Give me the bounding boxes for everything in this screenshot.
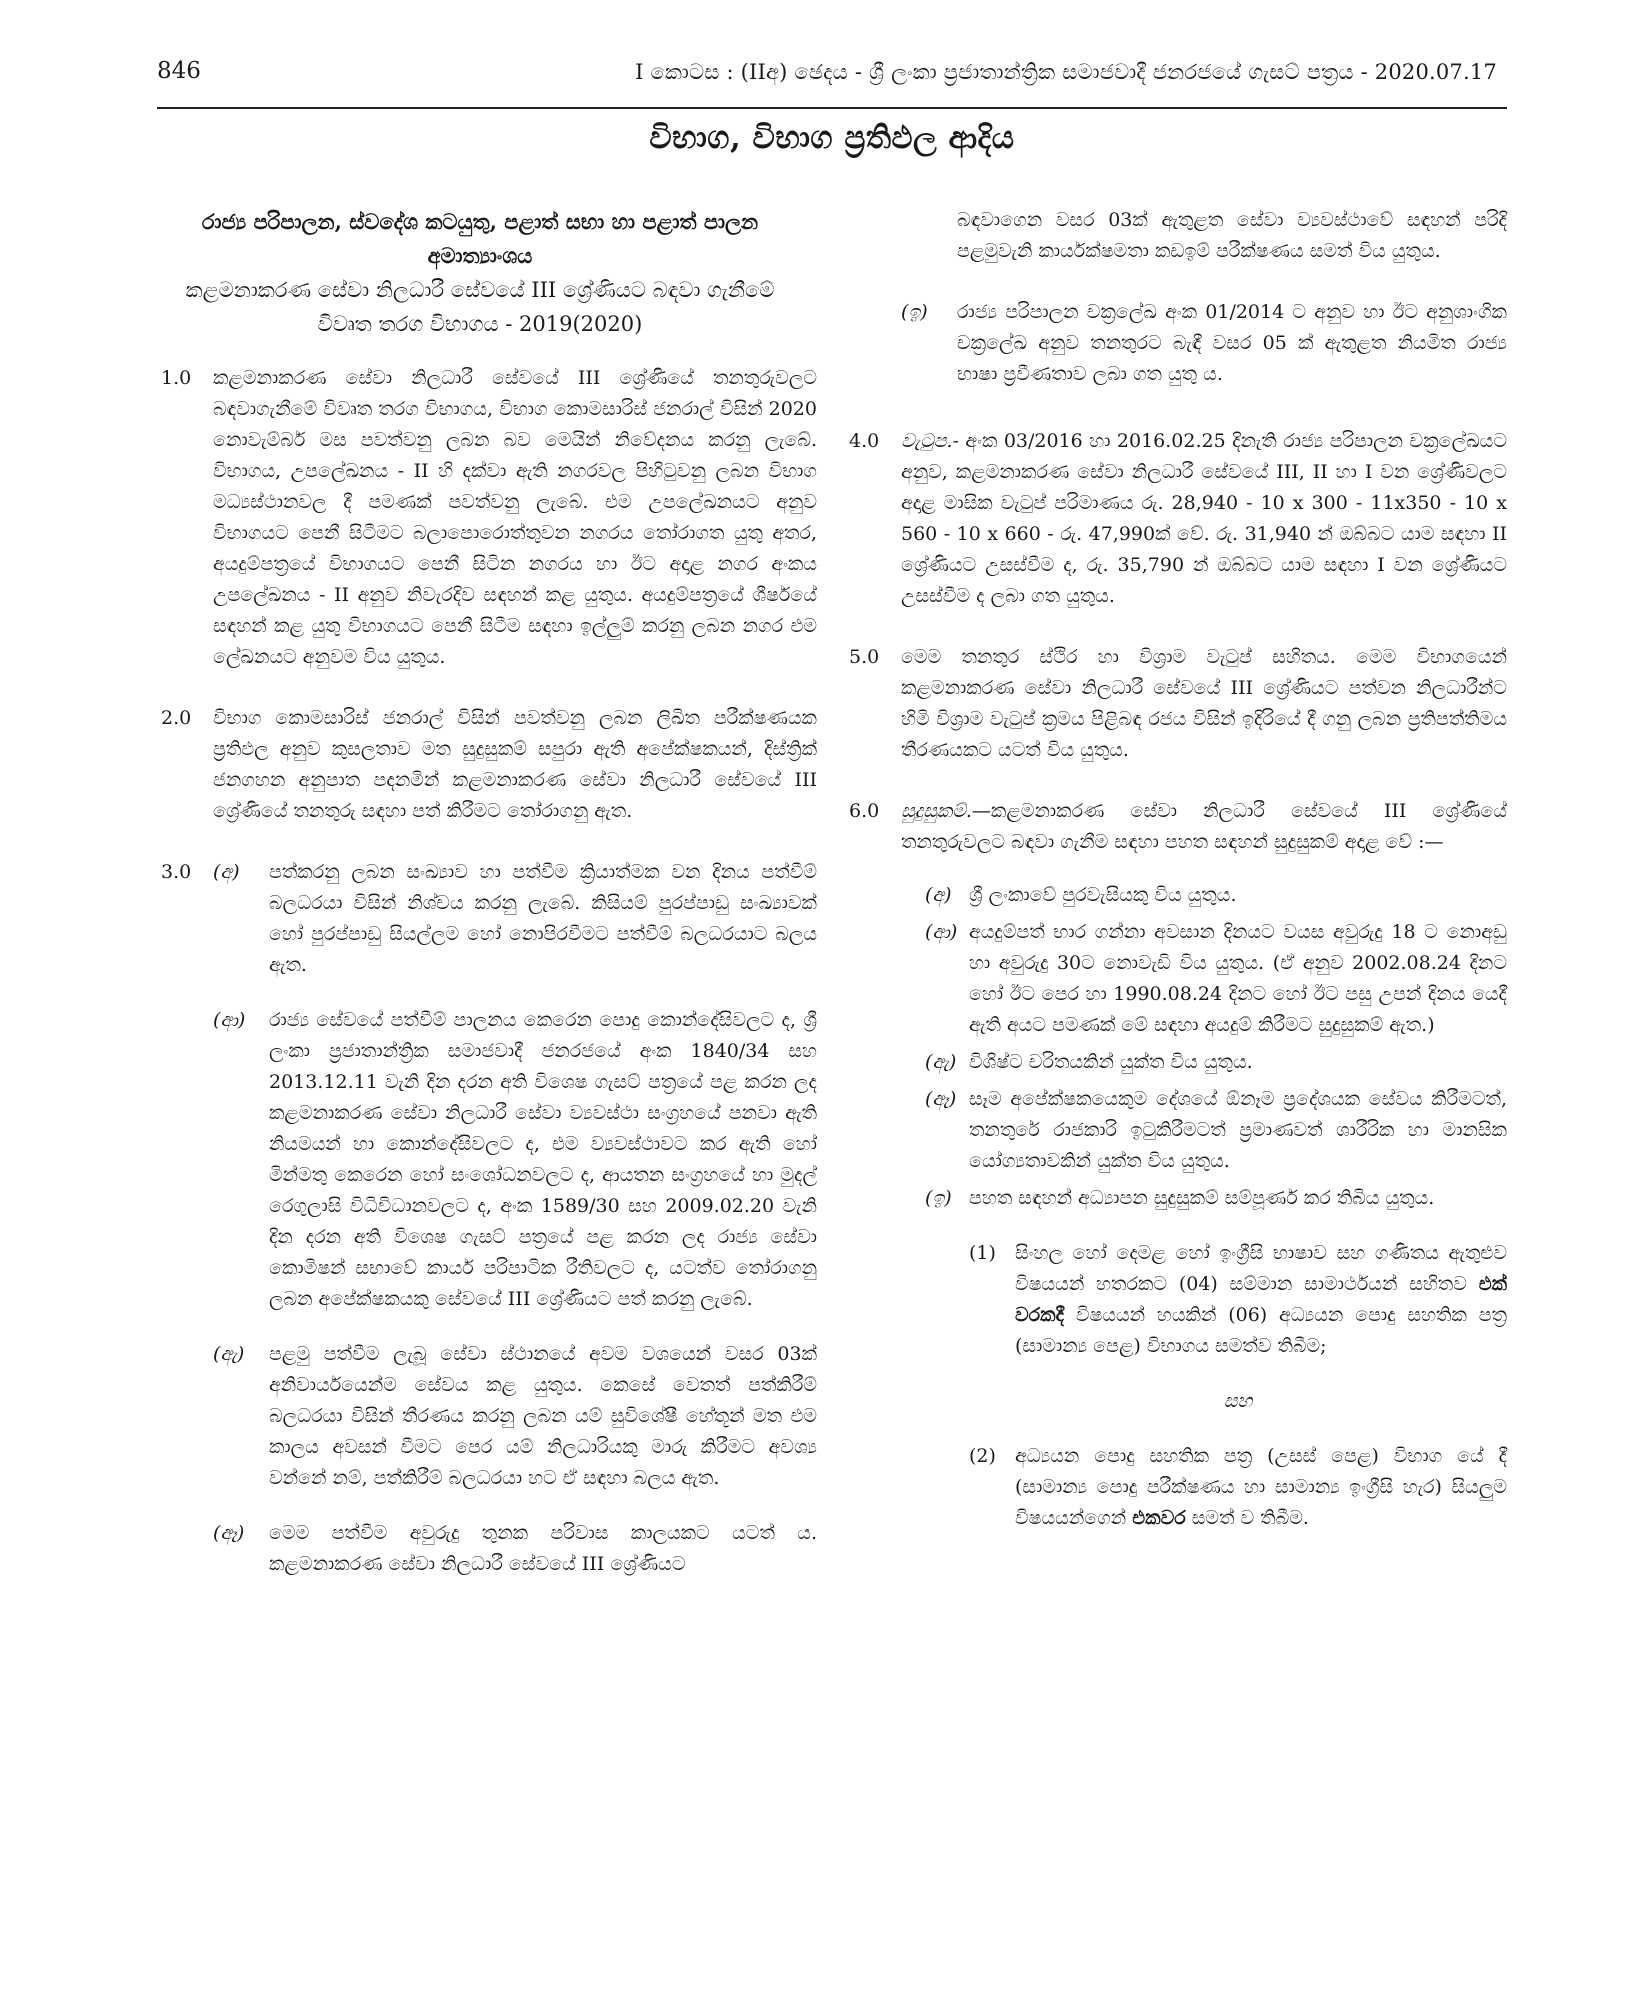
qualification-label: (අ)	[925, 884, 952, 906]
qualification-text: පහත සඳහන් අධ්‍යාපන සුදුසුකම් සම්පූර්ණ කර තිබිය යුතුය.	[969, 1187, 1435, 1209]
clause-body: —කළමනාකරණ සේවා නිලධාරී සේවයේ III ශ්‍රේණියේ තනතුරුවලට බඳවා ගැනීම සඳහා පහත සඳහන් සුදුසුකම් අදාළ වේ :—	[901, 800, 1507, 853]
qualification-aee	[925, 1084, 1507, 1177]
clause-4	[845, 426, 1507, 612]
sub-clause-aee	[213, 1518, 817, 1580]
education-requirement-1	[969, 1238, 1507, 1362]
requirement-emphasis: එකවර	[1132, 1507, 1186, 1529]
clause-number: 2.0	[161, 707, 192, 729]
ministry-name: රාජ්‍ය පරිපාලන, ස්වදේශ කටයුතු, පළාත් සභා හා පළාත් පාලන අමාත්‍යාංශය	[201, 209, 759, 268]
clause-text	[901, 796, 1507, 858]
qualification-text: ශ්‍රී ලංකාවේ පුරවැසියකු විය යුතුය.	[969, 884, 1237, 906]
clause-6	[845, 796, 1507, 1534]
qualification-aa	[925, 917, 1507, 1041]
sub-clause-text: මෙම පත්වීම අවුරුදු තුනක පරිවාස කාලයකට යටත් ය. කළමනාකරණ සේවා නිලධාරී සේවයේ III ශ්‍රේණියට	[269, 1522, 817, 1575]
clause-text	[901, 426, 1507, 612]
qualification-ae	[925, 1047, 1507, 1078]
sub-clause-ae	[213, 1339, 817, 1494]
sub-clause-label: (ආ)	[213, 1009, 246, 1031]
qualification-text: සෑම අපේක්ෂකයෙකුම දේශයේ ඕනෑම ප්‍රදේශයක සේවය කිරීමටත්, තනතුරේ රාජකාරි ඉටුකිරීමටත් ප්‍රමාණවත් ශාරීරික හා මානසික යෝග්‍යතාවකින් යුක්ත විය යුතුය.	[969, 1088, 1507, 1172]
qualifications-list	[901, 880, 1507, 1534]
requirement-text-part: අධ්‍යයන පොදු සහතික පත්‍ර (උසස් පෙළ) විභාග යේ දී (සාමාන්‍ය පොදු පරීක්ෂණය හා සාමාන්‍ය ඉංග්‍රීසි හැර) සියලුම විෂයයන්ගෙන්	[1015, 1445, 1507, 1529]
clause-text: විභාග කොමසාරිස් ජනරාල් විසින් පවත්වනු ලබන ලිඛිත පරීක්ෂණයක ප්‍රතිඵල අනුව කුසලතාව මත සුදුසුකම් සපුරා ඇති අපේක්ෂකයන්, දිස්ත්‍රික් ජනගහන අනුපාත පදනමින් කළමනාකරණ සේවා නිලධාරී සේවයේ III ශ්‍රේණියේ තනතුරු සඳහා පත් කිරීමට තෝරාගනු ඇත.	[213, 707, 817, 822]
qualification-i	[925, 1183, 1507, 1214]
clause-1	[157, 363, 817, 673]
requirement-label: (1)	[969, 1242, 996, 1264]
education-requirements	[925, 1238, 1507, 1534]
clause-lead: වැටුප.-	[901, 430, 959, 452]
header-rule	[157, 107, 1507, 109]
requirement-text-part: සමත් ව තිබීම.	[1185, 1507, 1309, 1529]
requirement-label: (2)	[969, 1445, 996, 1467]
qualification-label: (ඇ)	[925, 1051, 957, 1073]
clause-text: කළමනාකරණ සේවා නිලධාරී සේවයේ III ශ්‍රේණියේ තනතුරුවලට බඳවාගැනීමේ විවෘත තරග විභාගය, විභාග කොමසාරිස් ජනරාල් විසින් 2020 නොවැම්බර් මස පවත්වනු ලබන බව මෙයින් නිවේදනය කරනු ලැබේ. විභාගය, උපලේඛනය - II හි දක්වා ඇති නගරවල පිහිටුවනු ලබන විභාග මධ්‍යස්ථානවල දී පමණක් පවත්වනු ලැබේ. එම උපලේඛනයට අනුව විභාගයට පෙනී සිටීමට බලාපොරොත්තුවන නගරය තෝරාගත යුතු අතර, අයදුම්පත්‍රයේ විභාගයට පෙනී සිටින නගරය හා ඊට අදාළ නගර අංකය උපලේඛනය - II අනුව නිවැරදිව සඳහන් කළ යුතුය. අයදුම්පත්‍රයේ ශීර්ෂයේ සඳහන් කළ යුතු විභාගයට පෙනී සිටීම සඳහා ඉල්ලුම් කරනු ලබන නගර එම ලේඛනයට අනුවම විය යුතුය.	[213, 367, 817, 668]
sub-clause-text: රාජ්‍ය පරිපාලන චක්‍රලේඛ අංක 01/2014 ට අනුව හා ඊට අනුශාංගික චක්‍රලේඛ අනුව තනතුරට බැඳී වසර 05 ක් ඇතුළත නියමිත රාජ්‍ය භාෂා ප්‍රවීණතාව ලබා ගත යුතු ය.	[957, 301, 1507, 385]
clause-5	[845, 642, 1507, 766]
qualification-text: අයදුම්පත් භාර ගන්නා අවසාන දිනයට වයස අවුරුදු 18 ට නොඅඩු හා අවුරුදු 30ට නොවැඩි විය යුතුය. (ඒ අනුව 2002.08.24 දිනට හෝ ඊට පෙර හා 1990.08.24 දිනට හෝ ඊට පසු උපන් දිනය යෙදී ඇති අයට පමණක් මේ සඳහා අයදුම් කිරීමට සුදුසුකම් ඇත.)	[969, 921, 1507, 1036]
sub-clause-aa	[213, 1005, 817, 1315]
sub-clause-text: පළමු පත්වීම ලැබූ සේවා ස්ථානයේ අවම වශයෙන් වසර 03ක් අනිවාර්යයෙන්ම සේවය කළ යුතුය. කෙසේ වෙතත් පත්කිරීම් බලධරයා විසින් තීරණය කරනු ලබන යම් සුවිශේෂී හේතූන් මත එම කාලය අවසන් වීමට පෙර යම් නිලධාරියකු මාරු කිරීමට අවශ්‍ය වන්නේ නම්, පත්කිරීම් බලධරයා හට ඒ සඳහා බලය ඇත.	[269, 1343, 817, 1489]
sub-clause-label: (අ)	[213, 861, 240, 883]
qualification-label: (ඉ)	[925, 1187, 952, 1209]
education-requirement-2	[969, 1441, 1507, 1534]
section-title: විභාග, විභාග ප්‍රතිඵල ආදිය	[649, 120, 1015, 156]
continued-text: බඳවාගෙන වසර 03ක් ඇතුළත සේවා ව්‍යවස්ථාවේ සඳහන් පරිදි පළමුවැනි කාර්යක්ෂමතා කඩඉම් පරීක්ෂණය සමත් විය යුතුය.	[957, 209, 1507, 262]
clause-number: 3.0	[161, 861, 192, 883]
clause-lead: සුදුසුකම්.	[901, 800, 972, 822]
qualification-label: (ඈ)	[925, 1088, 957, 1110]
sub-clause-label: (ඉ)	[901, 301, 928, 323]
left-column	[157, 205, 817, 1610]
clause-number: 6.0	[849, 800, 880, 822]
sub-clause-text: පත්කරනු ලබන සංඛ්‍යාව හා පත්වීම ක්‍රියාත්මක වන දිනය පත්වීම් බලධරයා විසින් නිශ්චය කරනු ලැබේ. කිසියම් පුරප්පාඩු සංඛ්‍යාවක් හෝ පුරප්පාඩු සියල්ලම හෝ නොපිරවීමට පත්වීම් බලධරයාට බලය ඇත.	[269, 861, 817, 976]
requirement-text	[1015, 1441, 1507, 1534]
sub-clause-a	[213, 857, 817, 981]
sub-clause-i	[901, 297, 1507, 390]
and-separator: සහ	[1223, 1390, 1253, 1412]
sub-clause-label: (ඇ)	[213, 1343, 245, 1365]
requirement-text-part: විෂයයන් හයකින් (06) අධ්‍යයන පොදු සහතික පත්‍ර (සාමාන්‍ය පෙළ) විභාගය සමත්ව තිබීම;	[1015, 1304, 1507, 1357]
qualification-a	[925, 880, 1507, 911]
page-header	[157, 58, 1507, 98]
clause-number: 1.0	[161, 367, 192, 389]
sub-clause-label: (ඈ)	[213, 1522, 245, 1544]
clause-number: 4.0	[849, 430, 880, 452]
clause-3	[157, 857, 817, 1580]
requirement-text-part: සිංහල හෝ දෙමළ හෝ ඉංග්‍රීසි භාෂාව සහ ගණිතය ඇතුළුව විෂයයන් හතරකට (04) සම්මාන සාමාර්ථයන් සහිතව	[1015, 1242, 1507, 1295]
sub-clause-text: රාජ්‍ය සේවයේ පත්වීම් පාලනය කෙරෙන පොදු කොන්දේසිවලට ද, ශ්‍රී ලංකා ප්‍රජාතාන්ත්‍රික සමාජවාදී ජනරජයේ අංක 1840/34 සහ 2013.12.11 වැනි දින දරන අති විශෙෂ ගැසට් පත්‍රයේ පළ කරන ලද කළමනාකරණ සේවා නිලධාරී සේවා ව්‍යවස්ථා සංග්‍රහයේ පනවා ඇති නියමයන් හා කොන්දේසිවලට ද, එම ව්‍යවස්ථාවට කර ඇති හෝ මින්මතු කෙරෙන හෝ සංශෝධනවලට ද, ආයතන සංග්‍රහයේ හා මුදල් රෙගුලාසි විධිවිධානවලට ද, අංක 1589/30 සහ 2009.02.20 වැනි දින දරන අති විශෙෂ ගැසට් පත්‍රයේ පළ කරන ලද රාජ්‍ය සේවා කොමිෂන් සභාවේ කාර්ය පරිපාටික රීතිවලට ද, යටත්ව තෝරාගනු ලබන අපේක්ෂකයකු සේවයේ III ශ්‍රේණියට පත් කරනු ලැබේ.	[269, 1009, 817, 1310]
requirement-text	[1015, 1238, 1507, 1362]
page-number: 846	[157, 58, 201, 84]
requirement-emphasis: එක් වරකදී	[1015, 1273, 1507, 1326]
qualification-label: (ආ)	[925, 921, 958, 943]
gazette-header-title: I කොටස : (IIඅ) ඡෙදය - ශ්‍රී ලංකා ප්‍රජාතාන්ත්‍රික සමාජවාදී ජනරජයේ ගැසට් පත්‍රය - 2020.07.17	[635, 60, 1497, 84]
clause-number: 5.0	[849, 646, 880, 668]
qualification-text: විශිෂ්ට චරිතයකින් යුක්ත විය යුතුය.	[969, 1051, 1253, 1073]
right-column	[845, 205, 1507, 1564]
clause-2	[157, 703, 817, 827]
exam-title: කළමනාකරණ සේවා නිලධාරී සේවයේ III ශ්‍රේණියට බඳවා ගැනීමේ විවෘත තරග විභාගය - 2019(2020)	[185, 278, 775, 336]
clause-text: මෙම තනතුර ස්ථිර හා විශ්‍රාම වැටුප් සහිතය. මෙම විභාගයෙන් කළමනාකරණ සේවා නිලධාරී සේවයේ III ශ්‍රේණියට පත්වන නිලධාරීන්ට හිමි විශ්‍රාම වැටුප් ක්‍රමය පිළිබඳ රජය විසින් ඉදිරියේ දී ගනු ලබන ප්‍රතිපත්තිමය තීරණයකට යටත් විය යුතුය.	[901, 646, 1507, 761]
clause-body: අංක 03/2016 හා 2016.02.25 දිනැති රාජ්‍ය පරිපාලන චක්‍රලේඛයට අනුව, කළමනාකරණ සේවා නිලධාරී සේවයේ III, II හා I වන ශ්‍රේණිවලට අදාළ මාසික වැටුප් පරිමාණය රු. 28,940 - 10 x 300 - 11x350 - 10 x 560 - 10 x 660 - රු. 47,990ක් වේ. රු. 31,940 න් ඔබ්බට යාම සඳහා II ශ්‍රේණියට උසස්වීම ද, රු. 35,790 න් ඔබ්බට යාම සඳහා I වන ශ්‍රේණියට උසස්වීම ද ලබා ගත යුතුය.	[901, 430, 1507, 607]
